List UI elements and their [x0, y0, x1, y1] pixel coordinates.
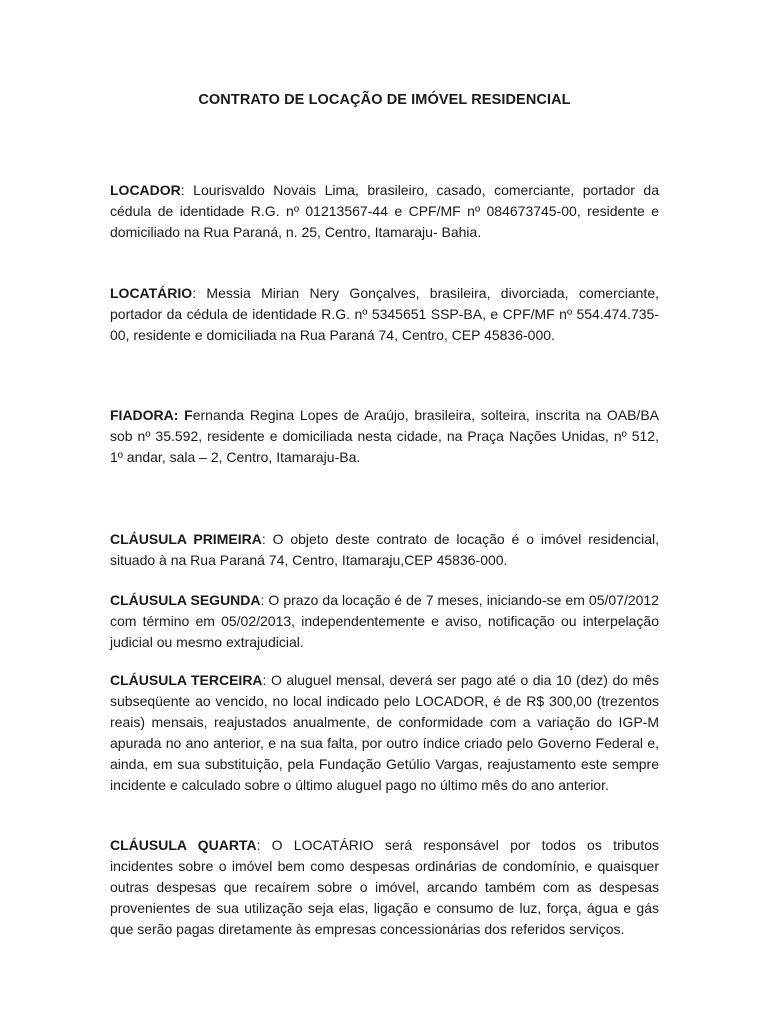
- label-clausula-primeira: CLÁUSULA PRIMEIRA: [110, 531, 262, 547]
- label-fiadora: FIADORA: [110, 407, 174, 423]
- paragraph-clausula-segunda: [110, 590, 659, 653]
- text-clausula-segunda: : O prazo da locação é de 7 meses, iniciando-se em 05/07/2012 com término em 05/02/2013, independentemente e aviso, notificação ou interpelação judicial ou mesmo extrajudicial.: [110, 592, 659, 650]
- paragraph-locatario: [110, 283, 659, 346]
- text-clausula-quarta: : O LOCATÁRIO será responsável por todos os tributos incidentes sobre o imóvel bem como despesas ordinárias de condomínio, e quaisquer outras despesas que recaírem sobre o imóvel, arcando também com as despesas provenientes de sua utilização seja elas, ligação e consumo de luz, força, água e gás que serão pagas diretamente às empresas concessionárias dos referidos serviços.: [110, 837, 659, 937]
- text-locatario: : Messia Mirian Nery Gonçalves, brasileira, divorciada, comerciante, portador da cédula de identidade R.G. nº 5345651 SSP-BA, e CPF/MF nº 554.474.735-00, residente e domiciliada na Rua Paraná 74, Centro, CEP 45836-000.: [110, 285, 659, 343]
- document-title: CONTRATO DE LOCAÇÃO DE IMÓVEL RESIDENCIAL: [198, 92, 571, 108]
- label-locatario: LOCATÁRIO: [110, 285, 193, 301]
- paragraph-clausula-terceira: [110, 670, 659, 796]
- text-fiadora: ernanda Regina Lopes de Araújo, brasileira, solteira, inscrita na OAB/BA sob nº 35.592, residente e domiciliada nesta cidade, na Praça Nações Unidas, nº 512, 1º andar, sala – 2, Centro, Itamaraju-Ba.: [110, 407, 659, 465]
- label-clausula-terceira: CLÁUSULA TERCEIRA: [110, 672, 263, 688]
- paragraph-fiadora: [110, 405, 659, 468]
- label-locador: LOCADOR: [110, 182, 181, 198]
- label-clausula-segunda: CLÁUSULA SEGUNDA: [110, 592, 261, 608]
- initial-fiadora: : F: [173, 407, 193, 423]
- paragraph-clausula-quarta: [110, 835, 659, 940]
- text-locador: : Lourisvaldo Novais Lima, brasileiro, casado, comerciante, portador da cédula de identidade R.G. nº 01213567-44 e CPF/MF nº 084673745-00, residente e domiciliado na Rua Paraná, n. 25, Centro, Itamaraju- Bahia.: [110, 182, 659, 240]
- text-clausula-terceira: : O aluguel mensal, deverá ser pago até o dia 10 (dez) do mês subseqüente ao vencido, no local indicado pelo LOCADOR, é de R$ 300,00 (trezentos reais) mensais, reajustados anualmente, de conformidade com a variação do IGP-M apurada no ano anterior, e na sua falta, por outro índice criado pelo Governo Federal e, ainda, em sua substituição, pela Fundação Getúlio Vargas, reajustamento este sempre incidente e calculado sobre o último aluguel pago no último mês do ano anterior.: [110, 672, 659, 793]
- label-clausula-quarta: CLÁUSULA QUARTA: [110, 837, 257, 853]
- paragraph-clausula-primeira: [110, 529, 659, 571]
- paragraph-locador: [110, 180, 659, 243]
- text-clausula-primeira: : O objeto deste contrato de locação é o imóvel residencial, situado à na Rua Paraná 74, Centro, Itamaraju,CEP 45836-000.: [110, 531, 660, 568]
